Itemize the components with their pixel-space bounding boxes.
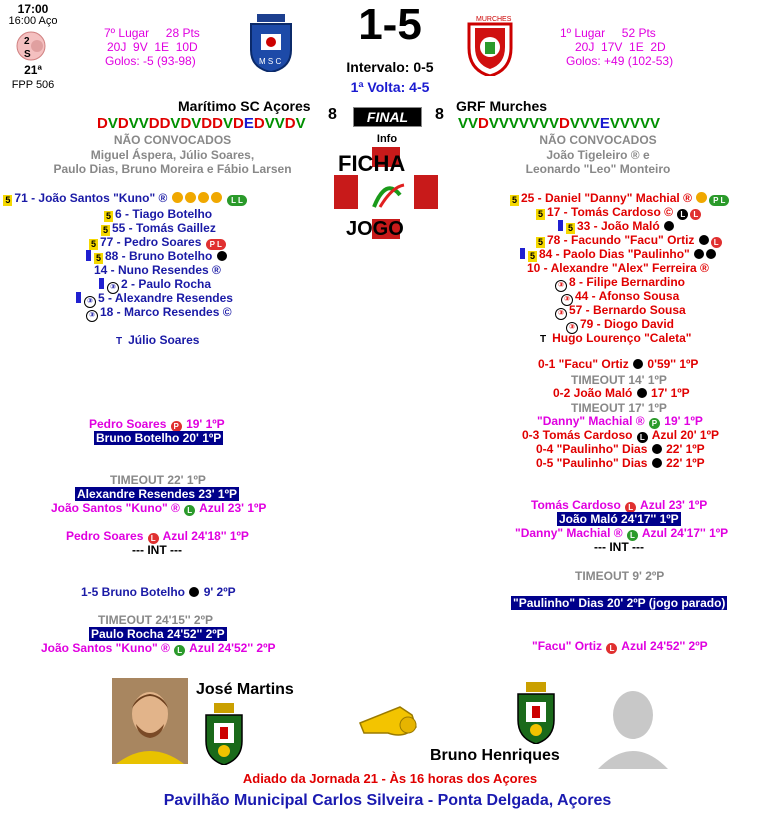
form-letter: D <box>478 115 489 132</box>
away-crest-icon[interactable] <box>463 14 517 76</box>
red-card-icon: L <box>625 502 636 513</box>
green-card-icon: L <box>184 505 195 516</box>
card-icon: L <box>637 432 648 443</box>
home-timeout: TIMEOUT 22' 1ºP <box>110 473 206 487</box>
match-time: 17:00 <box>17 2 49 16</box>
blue-card-icon <box>99 278 104 289</box>
goalkeeper-icon: ③ <box>555 280 567 292</box>
home-event: 1-5 Bruno Botelho 9' 2ºP <box>81 585 236 599</box>
form-letter: V <box>488 115 499 132</box>
away-player-row[interactable]: 5 17 - Tomás Cardoso © L L <box>536 205 702 220</box>
goal-icon <box>198 192 209 203</box>
home-player-row[interactable]: 5 88 - Bruno Botelho <box>86 249 228 264</box>
red-card-icon: L <box>606 643 617 654</box>
ball-icon <box>706 249 716 259</box>
form-letter: V <box>548 115 559 132</box>
home-coach[interactable]: T Júlio Soares <box>116 333 200 347</box>
first-leg-score: 1ª Volta: 4-5 <box>350 79 430 95</box>
home-player-row[interactable]: ③ 5 - Alexandre Resendes <box>76 291 233 308</box>
fpp-code: FPP 506 <box>11 79 55 91</box>
form-letter: V <box>138 115 149 132</box>
form-letter: D <box>148 115 160 132</box>
away-form <box>458 115 660 132</box>
form-letter: D <box>180 115 192 132</box>
referee2-photo-placeholder[interactable] <box>598 683 668 769</box>
away-timeout: TIMEOUT 14' 1ºP <box>571 373 667 387</box>
away-event: 0-3 Tomás Cardoso L Azul 20' 1ºP <box>522 428 719 442</box>
form-letter: D <box>558 115 570 132</box>
away-player-row[interactable]: 5 25 - Daniel "Danny" Machial ® P L <box>510 191 730 206</box>
form-letter: V <box>579 115 590 132</box>
away-player-row[interactable]: 5 78 - Facundo "Facu" Ortiz L <box>536 233 723 248</box>
card-icon: L <box>677 209 688 220</box>
form-letter: V <box>649 115 660 132</box>
form-letter: V <box>528 115 539 132</box>
form-letter: E <box>599 115 610 132</box>
away-not-convoked-line1: João Tigeleiro ® e <box>546 148 650 162</box>
home-event: Paulo Rocha 24'52'' 2ºP <box>91 627 225 641</box>
form-letter: D <box>159 115 171 132</box>
svg-text:M S C: M S C <box>259 57 282 66</box>
referee1-name[interactable]: José Martins <box>196 681 294 698</box>
green-card-icon: L <box>174 645 185 656</box>
goal-icon <box>185 192 196 203</box>
form-letter: V <box>569 115 580 132</box>
blue-card-icon <box>76 292 81 303</box>
ball-icon <box>633 359 643 369</box>
home-not-convoked-line2: Paulo Dias, Bruno Moreira e Fábio Larsen <box>53 162 292 176</box>
away-player-row[interactable]: ③ 57 - Bernardo Sousa <box>555 303 686 320</box>
five-icon: 5 <box>511 195 517 205</box>
home-record: 20J 9V 1E 10D <box>107 40 198 54</box>
five-icon: 5 <box>105 211 111 221</box>
home-player-row[interactable]: 14 - Nuno Resendes ® <box>94 263 221 277</box>
away-event: 0-5 "Paulinho" Dias 22' 1ºP <box>536 456 705 470</box>
association-crest-icon <box>202 703 246 765</box>
away-rank-line: 1º Lugar 52 Pts <box>560 26 656 40</box>
coach-icon: T <box>540 334 547 345</box>
red-card-icon: L <box>711 237 722 248</box>
home-event: Pedro Soares P 19' 1ºP <box>89 417 225 431</box>
home-crest-icon[interactable] <box>247 14 295 72</box>
five-icon: 5 <box>102 225 108 235</box>
away-record: 20J 17V 1E 2D <box>575 40 666 54</box>
form-letter: V <box>191 115 202 132</box>
away-event: 0-2 João Maló 17' 1ºP <box>553 386 690 400</box>
interval-marker: --- INT --- <box>594 540 644 554</box>
home-event: Bruno Botelho 20' 1ºP <box>96 431 222 445</box>
final-status-badge: FINAL <box>353 107 422 127</box>
away-not-convoked-title: NÃO CONVOCADOS <box>539 133 657 147</box>
away-player-count: 8 <box>435 106 444 123</box>
away-player-row[interactable]: 5 84 - Paolo Dias "Paulinho" <box>520 247 717 262</box>
goalkeeper-icon: ③ <box>566 322 578 334</box>
form-letter: D <box>233 115 244 132</box>
blue-card-icon <box>520 248 525 259</box>
form-letter: V <box>619 115 630 132</box>
referee1-photo[interactable] <box>112 678 188 764</box>
goalkeeper-icon: ③ <box>555 308 567 320</box>
five-icon: 5 <box>537 237 543 247</box>
away-goals: Golos: +49 (102-53) <box>566 54 674 68</box>
goal-icon <box>211 192 222 203</box>
home-player-row[interactable]: 5 55 - Tomás Gaillez <box>102 221 216 235</box>
home-player-row[interactable]: 5 6 - Tiago Botelho <box>105 207 213 221</box>
ball-icon <box>652 444 662 454</box>
ball-icon <box>652 458 662 468</box>
form-letter: D <box>284 115 296 132</box>
form-letter: V <box>639 115 650 132</box>
league-logo <box>16 31 46 61</box>
home-player-row[interactable]: ③ 18 - Marco Resendes © <box>86 305 232 322</box>
association-crest-icon <box>514 682 558 744</box>
home-player-row[interactable]: 5 77 - Pedro Soares P L <box>89 235 227 250</box>
referee2-name[interactable]: Bruno Henriques <box>430 747 560 764</box>
score: 1-5 <box>358 0 422 49</box>
venue[interactable]: Pavilhão Municipal Carlos Silveira - Ponta Delgada, Açores <box>163 792 612 809</box>
form-letter: V <box>458 115 469 132</box>
form-letter: D <box>97 115 108 132</box>
goalkeeper-icon: ③ <box>84 296 96 308</box>
form-letter: V <box>107 115 118 132</box>
away-timeout: TIMEOUT 9' 2ºP <box>575 569 665 583</box>
home-rank-line: 7º Lugar 28 Pts <box>104 26 200 40</box>
away-player-row[interactable]: ③ 8 - Filipe Bernardino <box>555 275 685 292</box>
away-event: 0-1 "Facu" Ortiz 0'59'' 1ºP <box>538 357 699 371</box>
away-event: "Facu" Ortiz L Azul 24'52'' 2ºP <box>532 639 708 653</box>
whistle-icon <box>354 701 426 741</box>
home-form <box>97 115 306 132</box>
red-card-icon: P <box>171 421 182 432</box>
form-letter: V <box>264 115 275 132</box>
away-timeout: TIMEOUT 17' 1ºP <box>571 401 667 415</box>
goalkeeper-icon: ③ <box>561 294 573 306</box>
form-letter: E <box>243 115 254 132</box>
red-card-icon: P L <box>206 239 226 250</box>
home-event: João Santos "Kuno" ® L Azul 23' 1ºP <box>51 501 267 515</box>
ball-icon <box>694 249 704 259</box>
form-letter: V <box>170 115 181 132</box>
away-player-row[interactable]: 10 - Alexandre "Alex" Ferreira ® <box>527 261 709 275</box>
away-team-name[interactable]: GRF Murches <box>456 98 548 114</box>
home-event: João Santos "Kuno" ® L Azul 24'52'' 2ºP <box>41 641 276 655</box>
away-event: 0-4 "Paulinho" Dias 22' 1ºP <box>536 442 705 456</box>
form-letter: V <box>295 115 306 132</box>
ball-icon <box>664 221 674 231</box>
green-card-icon: L <box>627 530 638 541</box>
green-card-icon: P L <box>709 195 729 206</box>
away-not-convoked-line2: Leonardo "Leo" Monteiro <box>525 162 671 176</box>
home-player-row[interactable]: ③ 2 - Paulo Rocha <box>99 277 211 294</box>
form-letter: D <box>117 115 129 132</box>
svg-text:FICHA: FICHA <box>338 151 406 176</box>
ball-icon <box>189 587 199 597</box>
away-event: "Paulinho" Dias 20' 2ºP (jogo parado) <box>513 596 726 610</box>
form-letter: V <box>274 115 285 132</box>
form-letter: V <box>508 115 519 132</box>
away-event: "Danny" Machial ® L Azul 24'17'' 1ºP <box>515 526 729 540</box>
away-event: "Danny" Machial ® P 19' 1ºP <box>537 414 703 428</box>
ball-icon <box>699 235 709 245</box>
home-not-convoked-title: NÃO CONVOCADOS <box>113 133 232 147</box>
form-letter: D <box>212 115 223 132</box>
form-letter: V <box>609 115 620 132</box>
svg-text:S: S <box>24 49 31 60</box>
five-icon: 5 <box>567 223 573 233</box>
form-letter: V <box>629 115 640 132</box>
postponed-note: Adiado da Jornada 21 - Às 16 horas dos Açores <box>242 771 538 786</box>
away-event: João Maló 24'17'' 1ºP <box>559 512 679 526</box>
five-icon: 5 <box>5 195 11 205</box>
home-player-count: 8 <box>328 106 337 123</box>
form-letter: D <box>201 115 213 132</box>
local-time: 16:00 Aço <box>8 15 58 27</box>
round-label: 21ª <box>24 63 42 77</box>
five-icon: 5 <box>537 209 543 219</box>
five-icon: 5 <box>90 239 96 249</box>
away-coach[interactable]: T Hugo Lourenço "Caleta" <box>540 331 692 345</box>
away-event: Tomás Cardoso L Azul 23' 1ºP <box>531 498 708 512</box>
form-letter: V <box>498 115 509 132</box>
halftime-score: Intervalo: 0-5 <box>346 59 434 75</box>
goalkeeper-icon: ③ <box>86 310 98 322</box>
svg-text:MURCHES: MURCHES <box>476 16 512 23</box>
form-letter: V <box>222 115 233 132</box>
goalkeeper-icon: ③ <box>107 282 119 294</box>
ficha-jogo-logo[interactable] <box>334 147 438 239</box>
info-link[interactable]: Info <box>376 133 398 145</box>
form-letter: D <box>253 115 265 132</box>
interval-marker: --- INT --- <box>132 543 182 557</box>
red-card-icon: L <box>690 209 701 220</box>
away-player-row[interactable]: ③ 79 - Diogo David <box>566 317 674 334</box>
form-letter: V <box>468 115 479 132</box>
five-icon: 5 <box>529 251 535 261</box>
form-letter: V <box>538 115 549 132</box>
home-timeout: TIMEOUT 24'15'' 2ºP <box>98 613 213 627</box>
red-card-icon: L <box>148 533 159 544</box>
five-icon: 5 <box>95 253 101 263</box>
ball-icon <box>637 388 647 398</box>
home-not-convoked-line1: Miguel Áspera, Júlio Soares, <box>90 148 255 162</box>
home-goals: Golos: -5 (93-98) <box>105 54 196 68</box>
home-team-name[interactable]: Marítimo SC Açores <box>178 98 311 114</box>
svg-text:2: 2 <box>24 36 30 47</box>
form-letter: V <box>589 115 600 132</box>
goal-icon <box>172 192 183 203</box>
blue-card-icon <box>86 250 91 261</box>
ball-icon <box>217 251 227 261</box>
home-event: Alexandre Resendes 23' 1ºP <box>77 487 237 501</box>
away-player-row[interactable]: 5 33 - João Maló <box>558 219 675 234</box>
form-letter: V <box>518 115 529 132</box>
goal-icon <box>696 192 707 203</box>
green-card-icon: L L <box>227 195 247 206</box>
svg-text:JOGO: JOGO <box>346 218 404 239</box>
blue-card-icon <box>558 220 563 231</box>
coach-icon: T <box>116 336 123 347</box>
green-card-icon: P <box>649 418 660 429</box>
form-letter: V <box>128 115 139 132</box>
away-player-row[interactable]: ③ 44 - Afonso Sousa <box>561 289 679 306</box>
home-player-row[interactable]: 5 71 - João Santos "Kuno" ® L L <box>3 191 248 206</box>
home-event: Pedro Soares L Azul 24'18'' 1ºP <box>66 529 249 543</box>
